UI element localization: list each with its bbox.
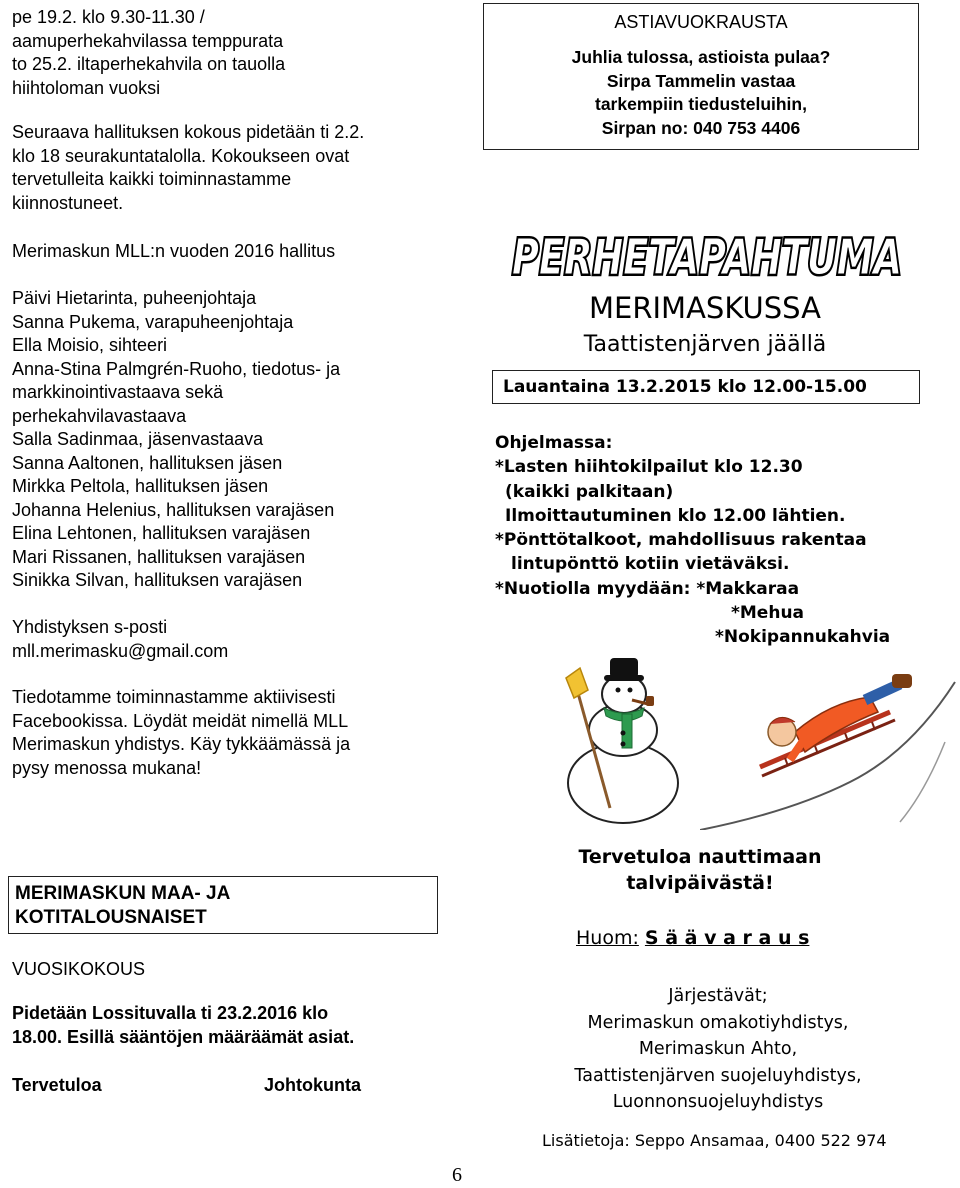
board-heading: Merimaskun MLL:n vuoden 2016 hallitus: [12, 241, 336, 261]
facebook-line: Facebookissa. Löydät meidät nimellä MLL: [12, 710, 349, 731]
email-block: [12, 616, 228, 663]
snowman-illustration: [548, 648, 688, 828]
meeting-line: kiinnostuneet.: [12, 192, 124, 213]
facebook-line: Tiedotamme toiminnastamme aktiivisesti: [12, 687, 336, 707]
event-contact: Lisätietoja: Seppo Ansamaa, 0400 522 974: [542, 1131, 887, 1150]
organizer-line: Merimaskun omakotiyhdistys,: [587, 1012, 849, 1033]
association-welcome: Tervetuloa: [12, 1075, 102, 1095]
association-title-line: KOTITALOUSNAISET: [15, 907, 207, 928]
board-member: Sinikka Silvan, hallituksen varajäsen: [12, 570, 303, 590]
program-line: (kaikki palkitaan): [505, 481, 674, 502]
board-member: markkinointivastaava sekä: [12, 382, 224, 402]
meeting-line: Seuraava hallituksen kokous pidetään ti 2.2.: [12, 122, 365, 142]
association-title-box: [8, 876, 438, 934]
association-signature: Johtokunta: [264, 1075, 361, 1095]
program-line: Ilmoittautuminen klo 12.00 lähtien.: [505, 505, 846, 526]
board-member: Sanna Aaltonen, hallituksen jäsen: [12, 452, 283, 473]
rental-line: tarkempiin tiedusteluihin,: [595, 94, 807, 114]
program-line: *Nokipannukahvia: [715, 627, 891, 648]
organizer-line: Luonnonsuojeluyhdistys: [612, 1092, 824, 1112]
rental-line: Juhlia tulossa, astioista pulaa?: [571, 47, 831, 67]
association-subtitle: VUOSIKOKOUS: [12, 959, 146, 979]
association-detail-line: Pidetään Lossituvalla ti 23.2.2016 klo: [12, 1003, 329, 1023]
event-location-title: MERIMASKUSSA: [589, 291, 821, 325]
banner-text: PERHETAPAHTUMA: [512, 229, 902, 284]
association-detail-line: 18.00. Esillä sääntöjen määräämät asiat.: [12, 1026, 355, 1047]
board-member: Elina Lehtonen, hallituksen varajäsen: [12, 523, 311, 543]
meeting-line: tervetulleita kaikki toiminnastamme: [12, 169, 292, 189]
event-note: [576, 925, 809, 951]
intro-notice: [12, 6, 452, 100]
board-member: perhekahvilavastaava: [12, 405, 187, 426]
event-welcome: [500, 844, 900, 896]
organizer-line: Taattistenjärven suojeluyhdistys,: [574, 1065, 862, 1086]
board-member: Ella Moisio, sihteeri: [12, 335, 168, 355]
email-address: mll.merimasku@gmail.com: [12, 640, 229, 661]
event-organizers: [518, 983, 918, 1116]
program-line: *Nuotiolla myydään: *Makkaraa: [495, 578, 800, 599]
sledding-child-illustration: [700, 662, 960, 830]
meeting-line: klo 18 seurakuntatalolla. Kokoukseen ovat: [12, 145, 350, 166]
organizer-line: Merimaskun Ahto,: [638, 1039, 798, 1059]
board-member: Anna-Stina Palmgrén-Ruoho, tiedotus- ja: [12, 358, 341, 379]
rental-line: Sirpan no: 040 753 4406: [601, 117, 801, 138]
intro-line: pe 19.2. klo 9.30-11.30 /: [12, 7, 205, 27]
program-heading: Ohjelmassa:: [495, 433, 613, 453]
rental-box: [483, 3, 919, 150]
intro-line: hiihtoloman vuoksi: [12, 77, 161, 98]
event-banner-title: [508, 224, 906, 284]
board-member: Johanna Helenius, hallituksen varajäsen: [12, 499, 335, 520]
board-member-list: [12, 287, 452, 593]
email-label: Yhdistyksen s-posti: [12, 617, 168, 637]
note-label: Huom:: [576, 927, 639, 949]
event-date-box: [492, 370, 920, 404]
event-location-subtitle: Taattistenjärven jäällä: [583, 332, 827, 357]
program-line: *Lasten hiihtokilpailut klo 12.30: [495, 457, 803, 478]
facebook-line: pysy menossa mukana!: [12, 757, 202, 778]
program-line: *Pönttötalkoot, mahdollisuus rakentaa: [495, 530, 867, 551]
facebook-notice: [12, 686, 452, 780]
board-member: Mirkka Peltola, hallituksen jäsen: [12, 476, 269, 496]
event-date: Lauantaina 13.2.2015 klo 12.00-15.00: [503, 377, 867, 397]
intro-line: aamuperhekahvilassa temppurata: [12, 30, 284, 51]
board-member: Mari Rissanen, hallituksen varajäsen: [12, 546, 306, 567]
welcome-line: talvipäivästä!: [626, 872, 774, 894]
banner-text-inner: PERHETAPAHTUMA: [512, 229, 902, 284]
rental-line: Sirpa Tammelin vastaa: [606, 70, 796, 91]
rental-details: [484, 46, 918, 140]
note-value: S ä ä v a r a u s: [644, 927, 810, 949]
program-line: *Mehua: [731, 603, 805, 624]
page-number: 6: [452, 1164, 462, 1186]
facebook-line: Merimaskun yhdistys. Käy tykkäämässä ja: [12, 734, 351, 754]
board-member: Salla Sadinmaa, jäsenvastaava: [12, 429, 264, 449]
event-program: [495, 431, 955, 650]
welcome-line: Tervetuloa nauttimaan: [578, 846, 822, 868]
rental-title: ASTIAVUOKRAUSTA: [614, 12, 788, 32]
intro-line: to 25.2. iltaperhekahvila on tauolla: [12, 54, 286, 74]
board-member: Päivi Hietarinta, puheenjohtaja: [12, 288, 257, 308]
meeting-notice: [12, 121, 452, 215]
association-details: [12, 1002, 452, 1049]
organizer-line: Järjestävät;: [668, 986, 768, 1006]
program-line: lintupönttö kotiin vietäväksi.: [511, 554, 790, 575]
board-member: Sanna Pukema, varapuheenjohtaja: [12, 311, 294, 332]
association-title-line: MERIMASKUN MAA- JA: [15, 883, 231, 904]
